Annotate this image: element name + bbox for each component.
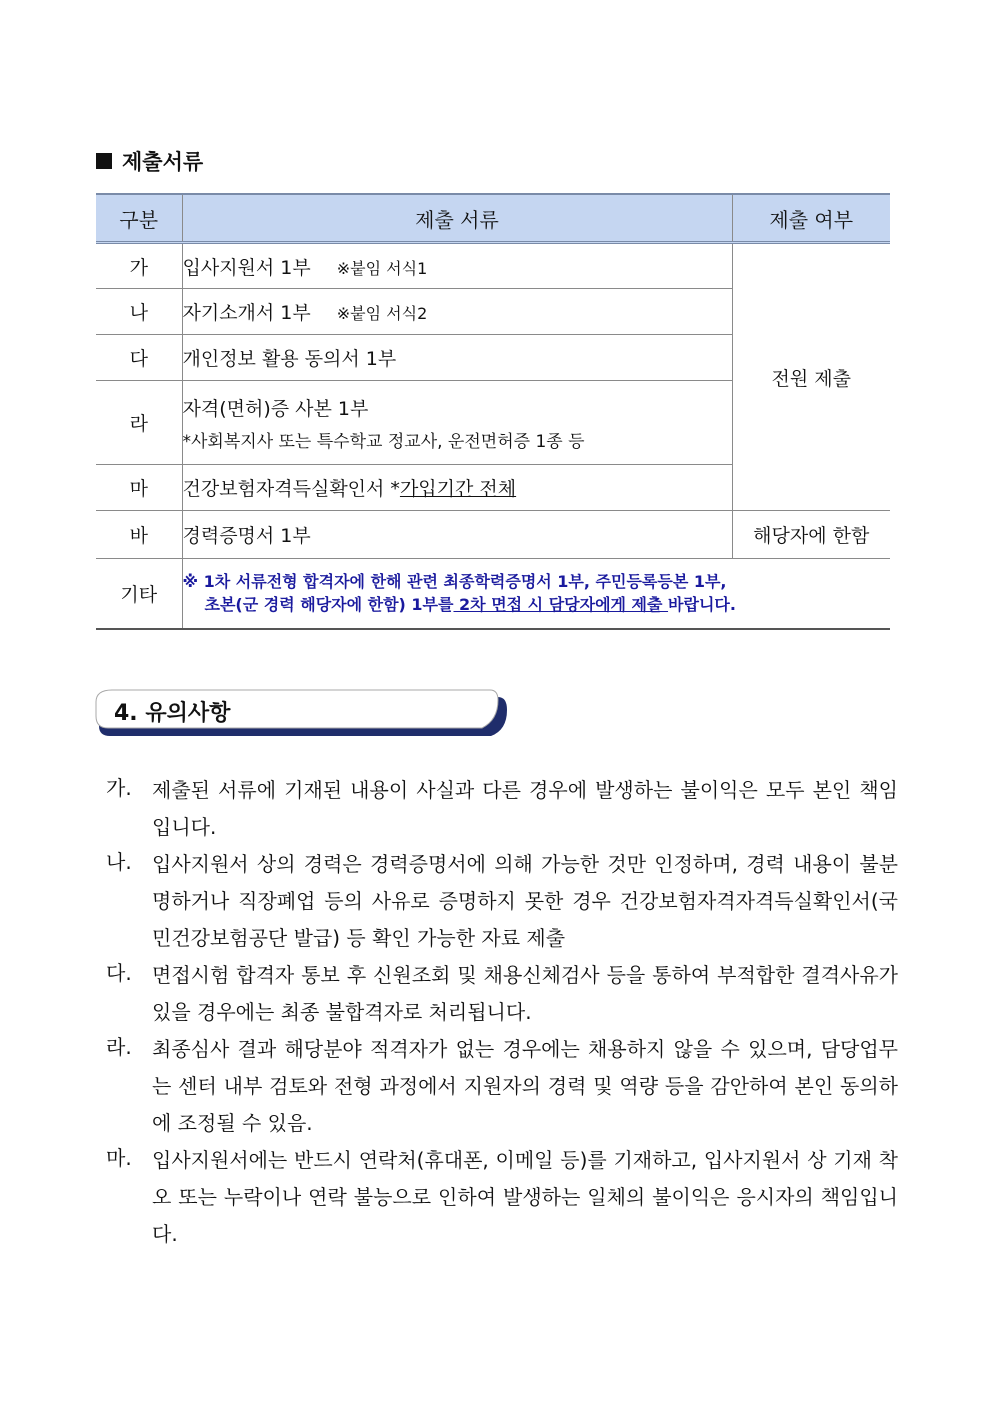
list-text: 입사지원서에는 반드시 연락처(휴대폰, 이메일 등)를 기재하고, 입사지원서 상 기재 착오 또는 누락이나 연락 불능으로 인하여 발생하는 일체의 불이익은 응시자의 책임입니다. [152,1148,898,1246]
row-document [182,465,732,511]
list-text: 최종심사 결과 해당분야 적격자가 없는 경우에는 채용하지 않을 수 있으며, 담당업무는 센터 내부 검토와 전형 과정에서 지원자의 경력 및 역량 등을 감안하여 본인 동의하에 조정될 수 있음. [152,1037,898,1135]
document-name: 입사지원서 1부 [182,256,311,279]
list-item [106,957,898,1031]
list-marker: 라. [106,1035,132,1059]
table-row [96,511,890,559]
row-id: 가 [96,243,182,289]
row-document [182,289,732,335]
section-title [96,146,203,176]
row-status: 해당자에 한함 [732,511,890,559]
section-banner [94,688,510,740]
row-id: 다 [96,335,182,381]
row-document [182,243,732,289]
row-document [182,381,732,465]
table-header-row [96,194,890,243]
list-marker: 다. [106,961,132,985]
documents-table [96,193,890,630]
list-text: 면접시험 합격자 통보 후 신원조회 및 채용신체검사 등을 통하여 부적합한 결격사유가 있을 경우에는 최종 불합격자로 처리됩니다. [152,963,898,1024]
document-name: 개인정보 활용 동의서 1부 [182,348,397,370]
document-underlined: 가입기간 전체 [399,478,517,500]
merged-status-cell: 전원 제출 [732,243,890,511]
list-text: 제출된 서류에 기재된 내용이 사실과 다른 경우에 발생하는 불이익은 모두 본인 책임입니다. [152,778,898,839]
list-item [106,1142,898,1253]
list-item [106,772,898,846]
etc-note [182,559,890,629]
banner-title: 4. 유의사항 [114,700,231,726]
row-document [182,335,732,381]
table-row [96,243,890,289]
list-marker: 가. [106,776,132,800]
table-row-etc [96,559,890,629]
document-name: 자기소개서 1부 [182,302,311,324]
document-name: 건강보험자격득실확인서 * [182,478,400,500]
list-item [106,846,898,957]
document-sub: *사회복지사 또는 특수학교 정교사, 운전면허증 1종 등 [182,431,585,452]
row-id: 바 [96,511,182,559]
document-note: ※붙임 서식1 [336,258,428,278]
section-title-label: 제출서류 [122,150,204,174]
header-category: 구분 [96,194,182,243]
header-documents: 제출 서류 [182,194,732,243]
etc-note-text-b: 바랍니다. [668,595,736,615]
document-note: ※붙임 서식2 [336,304,428,323]
black-square-icon [96,153,112,169]
etc-note-line2 [183,593,891,616]
etc-note-underlined: 2차 면접 시 담당자에게 제출 [453,595,669,615]
etc-note-line1: ※ 1차 서류전형 합격자에 한해 관련 최종학력증명서 1부, 주민등록등본 1부, [182,572,727,592]
row-id: 라 [96,381,182,465]
document-name: 자격(면허)증 사본 1부 [182,397,369,420]
list-marker: 마. [106,1146,132,1170]
row-id: 마 [96,465,182,511]
list-item [106,1031,898,1142]
list-marker: 나. [106,850,132,874]
header-status: 제출 여부 [732,194,890,243]
row-id: 기타 [96,559,182,629]
row-document [182,511,732,559]
notes-list [106,772,898,1253]
list-text: 입사지원서 상의 경력은 경력증명서에 의해 가능한 것만 인정하며, 경력 내용이 불분명하거나 직장폐업 등의 사유로 증명하지 못한 경우 건강보험자격자격득실확인서(국민건강보험공단 발급) 등 확인 가능한 자료 제출 [152,852,898,950]
etc-note-text-a: 초본(군 경력 해당자에 한함) 1부를 [204,595,454,615]
document-name: 경력증명서 1부 [182,525,311,547]
row-id: 나 [96,289,182,335]
